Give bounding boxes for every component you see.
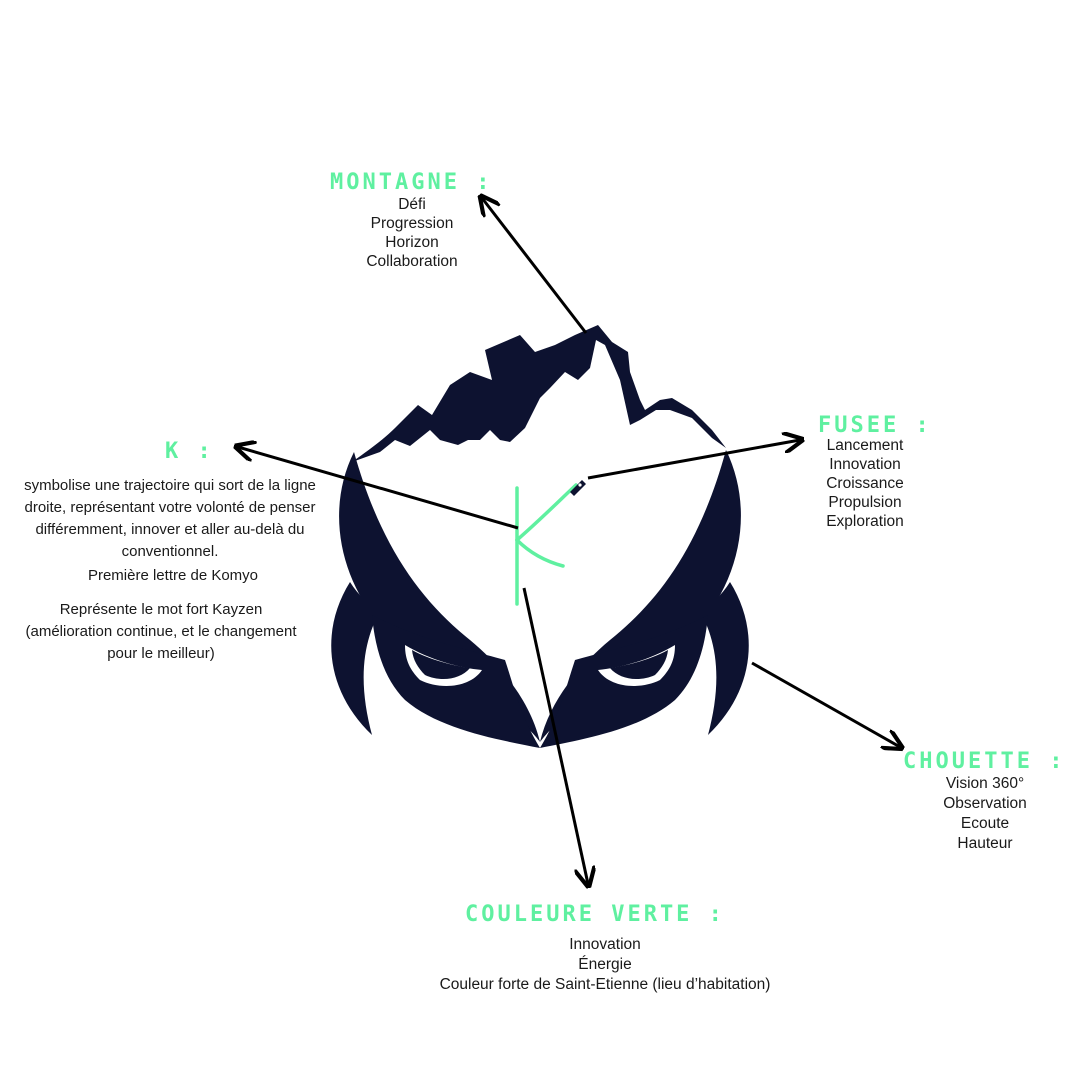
arrow-chouette (752, 663, 900, 747)
annotation-arrows (238, 198, 900, 884)
letter-k-icon (517, 485, 576, 604)
list-item: Progression (370, 215, 454, 232)
list-item: Couleur forte de Saint-Etienne (lieu d’habitation) (439, 976, 771, 993)
list-item: Observation (943, 795, 1027, 812)
list-item: Collaboration (366, 253, 458, 270)
list-item: Innovation (569, 936, 641, 953)
list-item: Lancement (826, 437, 904, 454)
arrow-montagne (482, 198, 586, 333)
list-item: Vision 360° (945, 775, 1025, 792)
k-first-letter: Première lettre de Komyo (87, 567, 259, 584)
k-description: symbolise une trajectoire qui sort de la ligne droite, représentant votre volonté de penser différemment, innover et aller au-delà du conventionnel. (24, 477, 316, 560)
k-title: K : (165, 439, 214, 464)
list-item: Propulsion (828, 494, 902, 511)
montagne-list (337, 195, 487, 271)
list-item: Ecoute (960, 815, 1010, 832)
couleur-title: COULEURE VERTE : (465, 902, 725, 927)
montagne-title: MONTAGNE : (330, 170, 493, 195)
couleur-list (380, 935, 830, 995)
fusee-title: FUSEE : (818, 413, 932, 438)
list-item: Défi (398, 196, 426, 213)
list-item: Énergie (578, 956, 632, 973)
k-kayzen: Représente le mot fort Kayzen (amélioration continue, et le changement pour le meilleur) (25, 601, 297, 662)
owl-eyes-icon (331, 450, 749, 748)
mountain-icon (352, 325, 726, 462)
list-item: Hauteur (957, 835, 1013, 852)
chouette-title: CHOUETTE : (903, 749, 1066, 774)
list-item: Horizon (385, 234, 439, 251)
fusee-list (805, 436, 925, 531)
chouette-list (920, 774, 1050, 854)
list-item: Exploration (826, 513, 904, 530)
list-item: Croissance (826, 475, 904, 492)
arrow-fusee (588, 440, 800, 478)
list-item: Innovation (829, 456, 901, 473)
